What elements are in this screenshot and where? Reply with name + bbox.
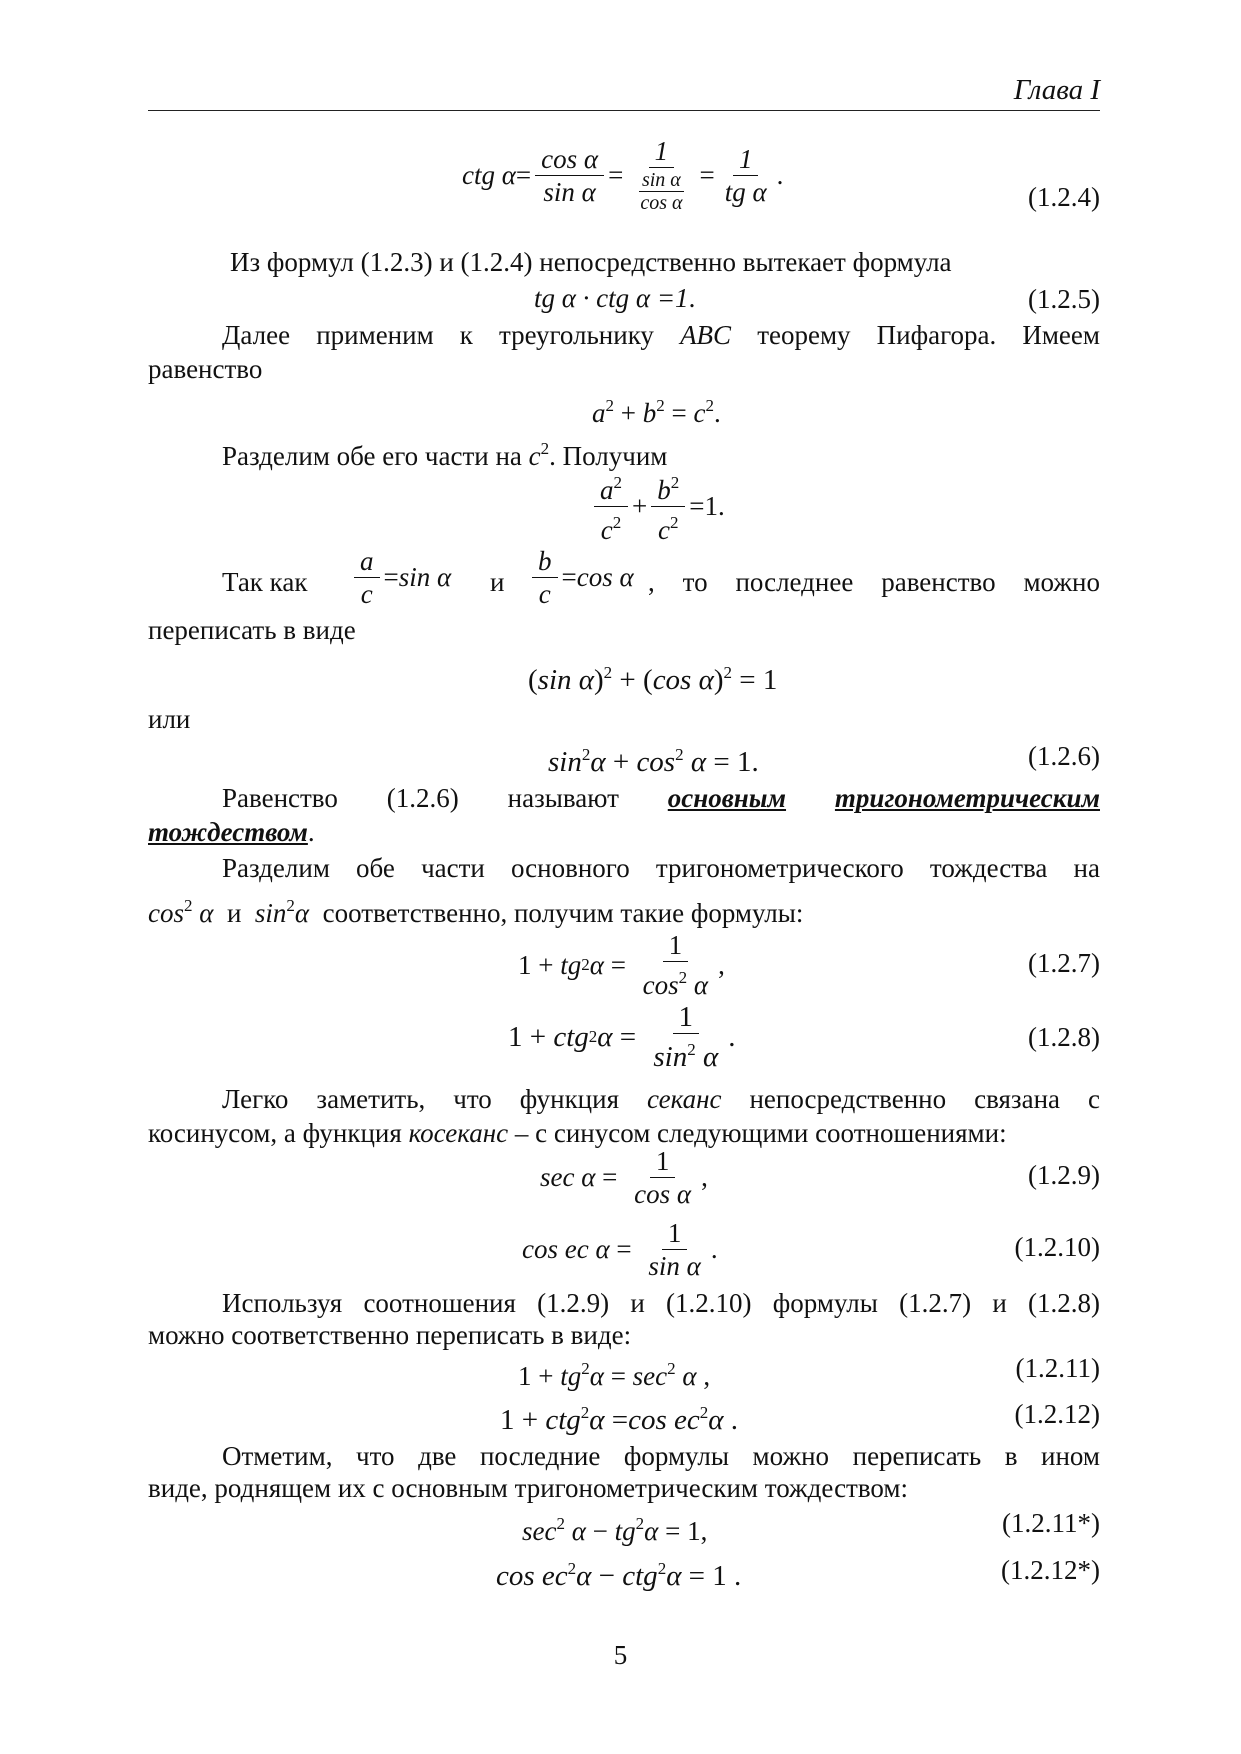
key-term: тождеством [148, 817, 308, 847]
fraction: $\frac{1}{\text{cos α}}$ [634, 1146, 692, 1209]
equation-number: (1.2.10) [1014, 1232, 1100, 1262]
eq-lhs: ctg α [462, 159, 516, 190]
fraction: $\frac{1}{\cos^2 \alpha}$ [642, 930, 709, 1000]
equation-1-2-4: ctg α = $\frac{\text{cos α}}{\text{sin α}}$ = $\frac{1}{\frac{\text{sin α}}{\text{cos α}}}$ = $\frac{1}{\text{tg α}}$ . [462, 136, 784, 214]
fraction: $\frac{b^2}{c^2}$ [651, 468, 685, 545]
equation-number: (1.2.11*) [1002, 1508, 1100, 1538]
equation-1-2-12: 1 + ctg$^2$α =cos $ec^2\alpha$ . [500, 1403, 739, 1436]
fraction: $\frac{1}{\text{sin α}}$ [648, 1218, 701, 1281]
fraction: $\frac{\text{cos α}}{\text{sin α}}$ [535, 144, 604, 207]
equation-1-2-11-star: $\sec^2 \alpha - tg^2\alpha = 1$, [522, 1514, 708, 1546]
paragraph-line: виде, роднящем их с основным тригонометрическим тождеством: [148, 1473, 908, 1503]
key-term: основным [667, 783, 787, 813]
paragraph-line: , то последнее равенство можно [648, 567, 1100, 597]
fraction: $\frac{1}{\sin^2 \alpha}$ [653, 1001, 719, 1073]
fraction: $\frac{1}{\frac{\text{sin α}}{\text{cos α}}}$ [627, 136, 695, 214]
equation-number: (1.2.12) [1014, 1399, 1100, 1429]
paragraph-line: Разделим обе его части на $c^2$. Получим [222, 439, 668, 471]
equation-1-2-7: 1 + tg 2 α = $\frac{1}{\cos^2 \alpha}$ , [518, 930, 725, 1000]
fraction: $\frac{a}{c}$ [354, 546, 380, 609]
equation-1-2-9: sec α = $\frac{1}{\text{cos α}}$ , [540, 1146, 708, 1209]
paragraph-line: Так как [222, 567, 308, 597]
equation-1-2-12-star: $\cos ec^2\alpha - ctg^2\alpha = 1$ . [496, 1559, 742, 1592]
chapter-title: Глава I [1013, 74, 1100, 106]
paragraph-word: и [490, 567, 505, 597]
key-term: тригонометрическим [834, 783, 1100, 813]
equation-number: (1.2.9) [1028, 1160, 1100, 1190]
paragraph-line: $\cos^2 \alpha$ и $\sin^2\alpha$ соответственно, получим такие формулы: [148, 896, 804, 928]
paragraph-line: переписать в виде [148, 615, 356, 645]
equation-number: (1.2.6) [1028, 741, 1100, 771]
paragraph-line: тождеством. [148, 817, 315, 847]
equation-number: (1.2.5) [1028, 284, 1100, 314]
paragraph-line: Равенство (1.2.6) называют основным тригонометрическим [222, 783, 1100, 813]
paragraph-line: можно соответственно переписать в виде: [148, 1320, 632, 1350]
fraction: $\frac{b}{c}$ [532, 546, 558, 609]
equation-number: (1.2.12*) [1001, 1555, 1100, 1585]
running-head [148, 72, 1100, 111]
equation-number: (1.2.11) [1015, 1353, 1100, 1383]
paragraph-line: Отметим, что две последние формулы можно переписать в ином [222, 1441, 1100, 1471]
fraction: $\frac{a^2}{c^2}$ [594, 468, 628, 545]
page-number: 5 [613, 1640, 628, 1670]
equation-divided: $\frac{a^2}{c^2}$ + $\frac{b^2}{c^2}$ = 1 . [590, 468, 725, 545]
paragraph-line: косинусом, а функция косеканс – с синусом следующими соотношениями: [148, 1118, 1007, 1148]
paragraph-line: Разделим обе части основного тригонометрического тождества на [222, 853, 1100, 883]
paragraph-line: равенство [148, 354, 263, 384]
equation-pythagoras: $a^2 + b^2 = c^2$. [592, 396, 721, 428]
paragraph-line: или [148, 704, 191, 734]
equation-number: (1.2.8) [1028, 1022, 1100, 1052]
equation-number: (1.2.4) [1028, 182, 1100, 212]
equation-1-2-5: tg α · ctg α =1. [534, 283, 696, 313]
inline-equation-sin: $\frac{a}{c}$ = sin α [350, 546, 451, 609]
paragraph-line: Из формул (1.2.3) и (1.2.4) непосредственно вытекает формула [230, 247, 952, 277]
equation-squared-parens: (sin α)$^2$ + (cos α)$^2$ = 1 [528, 663, 778, 696]
equation-1-2-6: $\sin^2\alpha + \cos^2 \alpha = 1$. [548, 745, 759, 778]
paragraph-line: Используя соотношения (1.2.9) и (1.2.10) формулы (1.2.7) и (1.2.8) [222, 1288, 1100, 1318]
equation-number: (1.2.7) [1028, 948, 1100, 978]
nested-fraction: $\frac{\text{sin α}}{\text{cos α}}$ [640, 169, 683, 214]
inline-equation-cos: $\frac{b}{c}$ = cos α [528, 546, 634, 609]
paragraph-line: Далее применим к треугольнику ABC теорему Пифагора. Имеем [222, 320, 1100, 350]
equation-1-2-11: $1 + tg^2\alpha = \sec^2 \alpha$ , [518, 1359, 711, 1391]
equation-1-2-10: cos ec α = $\frac{1}{\text{sin α}}$ . [522, 1218, 718, 1281]
paragraph-line: Легко заметить, что функция секанс непосредственно связана с [222, 1084, 1100, 1114]
fraction: $\frac{1}{\text{tg α}}$ [724, 143, 767, 207]
equation-1-2-8: 1 + ctg 2 α = $\frac{1}{\sin^2 \alpha}$ . [508, 1001, 736, 1073]
